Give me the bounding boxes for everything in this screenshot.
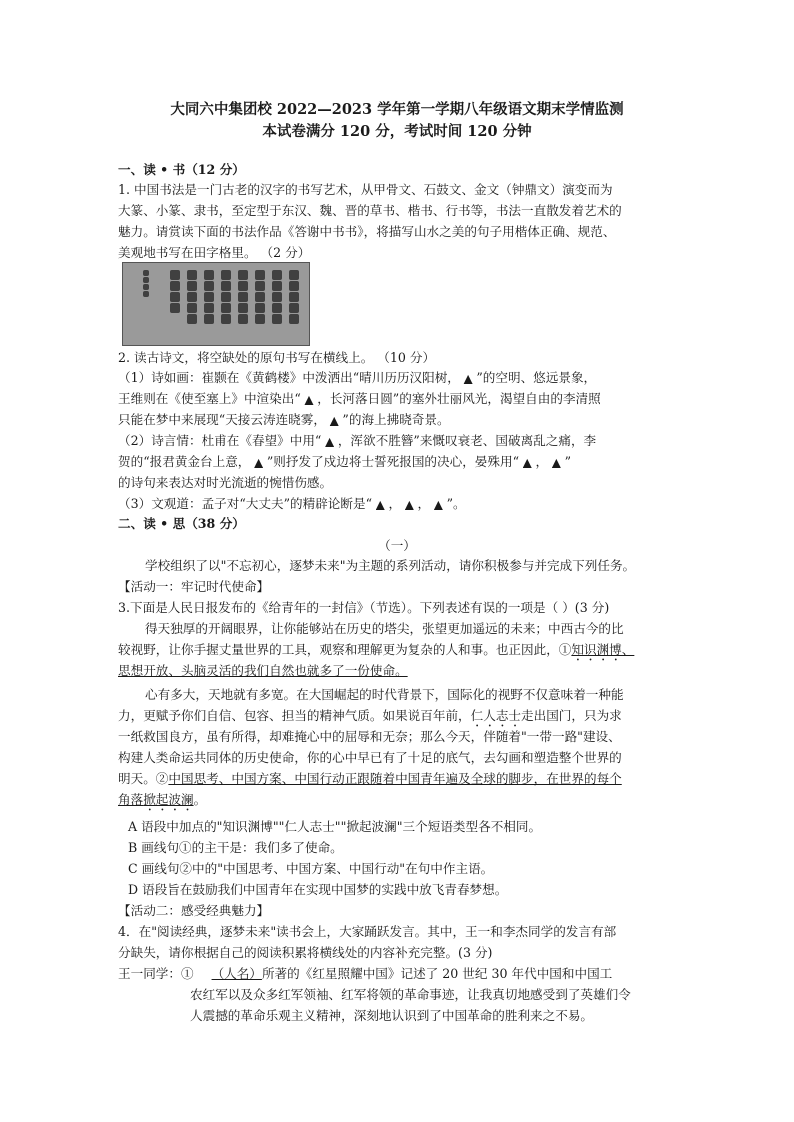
- answer-blank[interactable]: ▲: [405, 498, 414, 511]
- q2-stem: 2. 读古诗文，将空缺处的原句书写在横线上。 （10 分）: [118, 350, 436, 365]
- q2-2-line-1: （2）诗言情：杜甫在《春望》中用“ ▲ ，浑欲不胜簪”来慨叹衰老、国破离乱之痛，李: [118, 431, 596, 452]
- section-1-heading: 一、读 • 书（12 分）: [118, 162, 245, 177]
- wangyi-line-2: 农红军以及众多红军领袖、红军将领的革命事迹，让我真切地感受到了英雄们令: [190, 987, 631, 1002]
- activity-2-title: 【活动二：感受经典魅力】: [118, 903, 270, 918]
- answer-blank[interactable]: ▲: [304, 393, 314, 406]
- wangyi-line-1: 王一同学：① （人名）所著的《红星照耀中国》记述了 20 世纪 30 年代中国和中国工: [118, 966, 613, 981]
- name-blank[interactable]: （人名）: [211, 966, 262, 981]
- part-one-label: （一）: [378, 538, 416, 553]
- q2-3-line: （3）文观道：孟子对“大丈夫”的精辟论断是“ ▲ ， ▲ ， ▲ ”。: [118, 494, 466, 515]
- passage-p2-line-4: 构建人类命运共同体的历史使命，你的心中早已有了十足的底气，去勾画和塑造整个世界的: [118, 750, 622, 765]
- answer-blank[interactable]: ▲: [325, 435, 334, 448]
- answer-blank[interactable]: ▲: [329, 414, 339, 427]
- exam-title: 大同六中集团校 2022—2023 学年第一学期八年级语文期末学情监测: [170, 101, 624, 118]
- q2-2-line-3: 的诗句来表达对时光流逝的惋惜伤感。: [118, 475, 333, 490]
- option-b[interactable]: B 画线句①的主干是：我们多了使命。: [128, 840, 343, 855]
- passage-p1-line-3: 思想开放、头脑灵活的我们自然也就多了一份使命。: [118, 663, 408, 678]
- passage-p1-line-1: 得天独厚的开阔眼界，让你能够站在历史的塔尖，张望更加遥远的未来；中西古今的比: [145, 621, 624, 636]
- option-d[interactable]: D 语段旨在鼓励我们中国青年在实现中国梦的实践中放飞青春梦想。: [128, 882, 508, 897]
- q2-1-line-1: （1）诗如画：崔颢在《黄鹤楼》中泼洒出“晴川历历汉阳树， ▲ ”的空明、悠远景象，: [118, 368, 596, 389]
- q1-line-4: 美观地书写在田字格里。 （2 分）: [118, 245, 311, 260]
- section-2-heading: 二、读 • 思（38 分）: [118, 516, 245, 531]
- q2-1-line-3: 只能在梦中来展现“天接云涛连晓雾， ▲ ”的海上拂晓奇景。: [118, 410, 450, 431]
- passage-p2-line-6: 角落掀起波澜。: [118, 792, 207, 807]
- q2-1-line-2: 王维则在《使至塞上》中渲染出“ ▲ ，长河落日圆”的塞外壮丽风光，渴望自由的李清照: [118, 389, 601, 410]
- passage-p2-line-3: 一纸救国良方，虽有所得，却难掩心中的屈辱和无奈；那么今天，伴随着"一带一路"建设、: [118, 729, 621, 744]
- option-c[interactable]: C 画线句②中的"中国思考、中国方案、中国行动"在句中作主语。: [128, 861, 494, 876]
- q4-line-2: 分缺失，请你根据自己的阅读积累将横线处的内容补充完整。(3 分): [118, 945, 493, 960]
- exam-subtitle: 本试卷满分 120 分，考试时间 120 分钟: [262, 123, 532, 140]
- answer-blank[interactable]: ▲: [523, 456, 532, 469]
- passage-p2-line-2: 力，更赋予你们自信、包容、担当的精神气质。如果说百年前，仁人志士走出国门，只为求: [118, 708, 622, 723]
- q1-line-2: 大篆、小篆、隶书，至定型于东汉、魏、晋的草书、楷书、行书等，书法一直散发着艺术的: [118, 203, 622, 218]
- q1-line-1: 1. 中国书法是一门古老的汉字的书写艺术，从甲骨文、石鼓文、金文（钟鼎文）演变而为: [118, 182, 613, 197]
- answer-blank[interactable]: ▲: [434, 498, 443, 511]
- q1-line-3: 魅力。请赏读下面的书法作品《答谢中书书》，将描写山水之美的句子用楷体正确、规范、: [118, 224, 616, 239]
- wangyi-line-3: 人震撼的革命乐观主义精神，深刻地认识到了中国革命的胜利来之不易。: [190, 1008, 593, 1023]
- option-a[interactable]: A 语段中加点的"知识渊博""仁人志士""掀起波澜"三个短语类型各不相同。: [128, 819, 542, 834]
- passage-p1-line-2: 较视野，让你手握丈量世界的工具，观察和理解更为复杂的人和事。也正因此，①知识渊博、: [118, 642, 635, 657]
- passage-p2-line-5: 明天。②中国思考、中国方案、中国行动正跟随着中国青年遍及全球的脚步，在世界的每个: [118, 771, 622, 786]
- calligraphy-image: [122, 262, 310, 346]
- intro-text: 学校组织了以"不忘初心，逐梦未来"为主题的系列活动，请你积极参与并完成下列任务。: [145, 558, 636, 573]
- answer-blank[interactable]: ▲: [254, 456, 263, 469]
- activity-1-title: 【活动一：牢记时代使命】: [118, 579, 270, 594]
- answer-blank[interactable]: ▲: [376, 498, 385, 511]
- q2-2-line-2: 贺的“报君黄金台上意， ▲ ”则抒发了戍边将士誓死报国的决心，晏殊用“ ▲ ， ▲ ”: [118, 452, 571, 473]
- answer-blank[interactable]: ▲: [463, 372, 473, 385]
- q3-stem: 3.下面是人民日报发布的《给青年的一封信》（节选）。下列表述有误的一项是（ ）(3 分): [118, 600, 610, 615]
- q4-line-1: 4．在"阅读经典，逐梦未来"读书会上，大家踊跃发言。其中，王一和李杰同学的发言有部: [118, 924, 617, 939]
- answer-blank[interactable]: ▲: [552, 456, 561, 469]
- passage-p2-line-1: 心有多大，天地就有多宽。在大国崛起的时代背景下，国际化的视野不仅意味着一种能: [145, 687, 624, 702]
